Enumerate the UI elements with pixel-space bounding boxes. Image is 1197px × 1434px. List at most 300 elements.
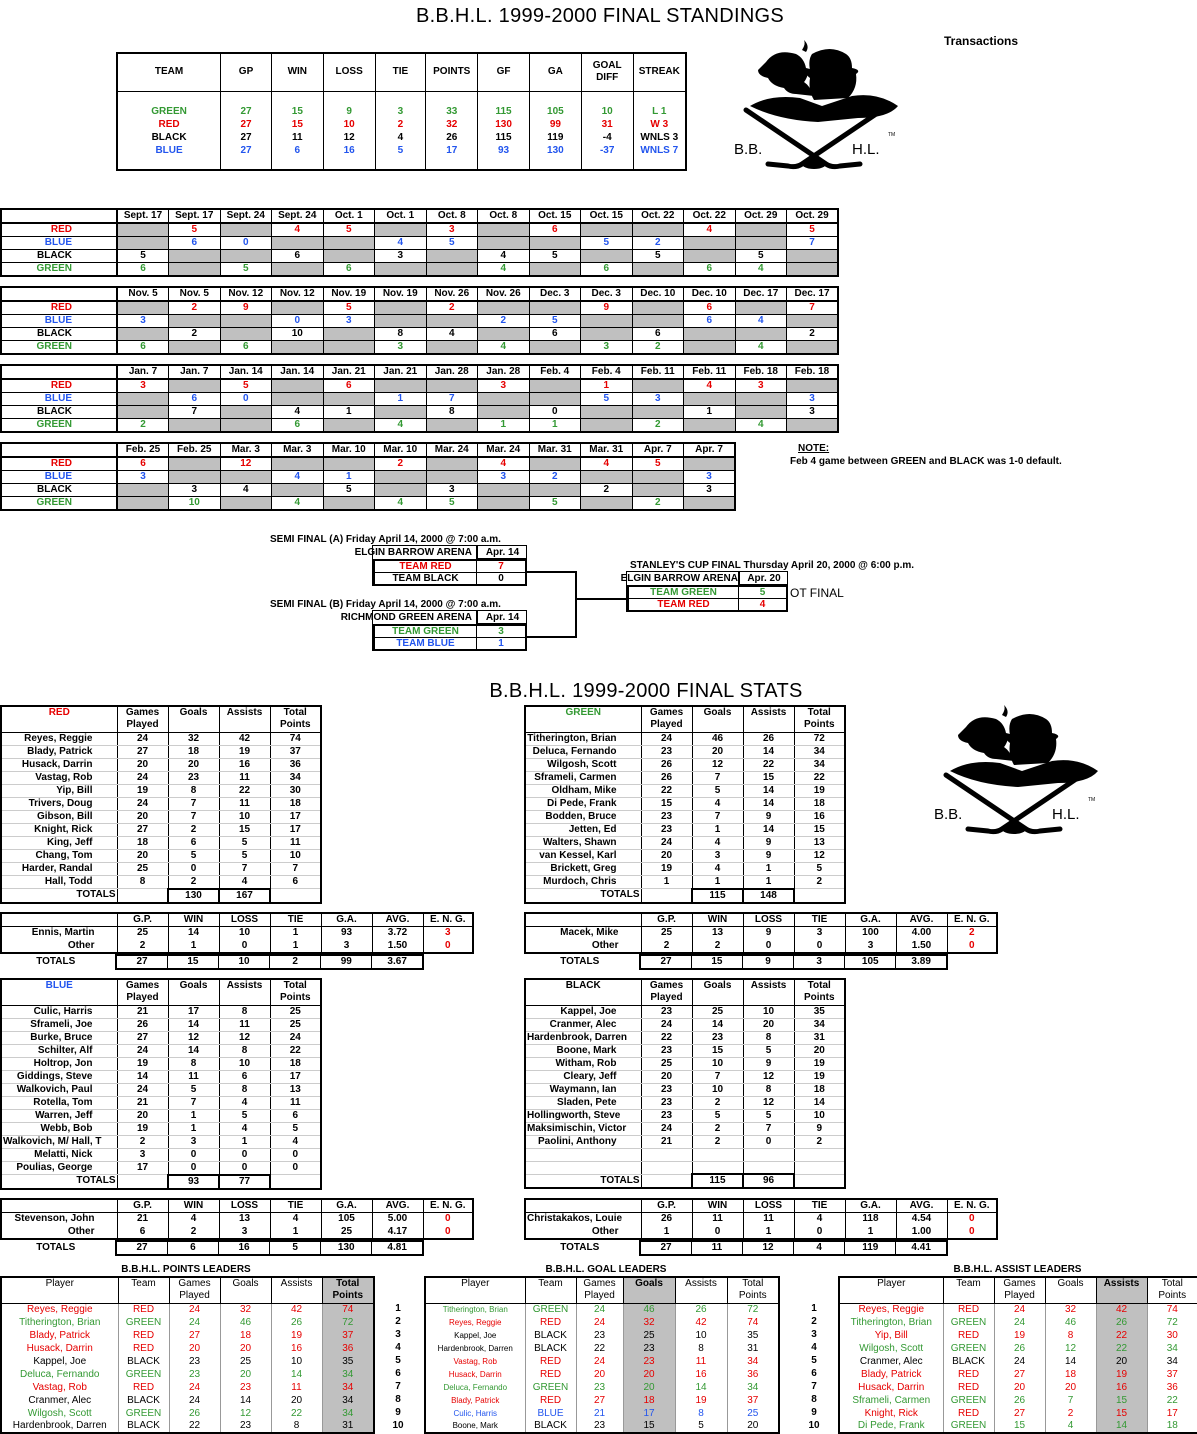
standings-cell: 33 — [426, 105, 478, 118]
schedule-score — [220, 315, 272, 328]
rank-number: 10 — [808, 1420, 820, 1431]
player-name: Deluca, Fernando — [525, 745, 641, 758]
leader-stat: 24 — [576, 1355, 623, 1368]
final-box — [626, 571, 788, 612]
leader-stat: BLACK — [118, 1394, 169, 1407]
player-name: Webb, Bob — [1, 1122, 117, 1135]
leader-stat: 74 — [322, 1303, 374, 1316]
leader-stat: 12 — [1045, 1342, 1096, 1355]
logo-tm: TM — [1088, 797, 1096, 803]
spacer — [323, 157, 375, 169]
schedule-date: Jan. 14 — [272, 365, 324, 379]
rank-number: 4 — [395, 1342, 401, 1353]
schedule-date: Dec. 10 — [684, 287, 736, 301]
player-stat: 36 — [270, 758, 321, 771]
player-stat: 10 — [692, 1083, 743, 1096]
standings-cell: 2 — [375, 118, 426, 131]
player-stat: 15 — [692, 1044, 743, 1057]
schedule-score: 4 — [375, 497, 427, 511]
player-name: Hollingworth, Steve — [525, 1109, 641, 1122]
player-stat: 8 — [743, 1031, 794, 1044]
player-stat: 9 — [743, 1057, 794, 1070]
black-skater-stats — [524, 978, 846, 1189]
goalie-stat: 4.00 — [896, 927, 947, 940]
leader-stat: 26 — [1096, 1316, 1147, 1329]
standings-cell: 27 — [221, 118, 272, 131]
schedule-score — [323, 393, 375, 406]
schedule-score — [735, 301, 787, 315]
leader-stat: 25 — [220, 1355, 271, 1368]
stat-header: Assists — [219, 979, 270, 1005]
player-stat: 7 — [692, 810, 743, 823]
spacer — [529, 157, 581, 169]
semi-b-title: SEMI FINAL (B) Friday April 14, 2000 @ 7:00 a.m. — [270, 599, 501, 610]
player-stat — [743, 1148, 794, 1161]
red-skater-stats — [0, 705, 322, 904]
player-stat: 23 — [641, 1044, 692, 1057]
player-stat — [641, 1161, 692, 1174]
goalie-total: 15 — [691, 955, 742, 969]
player-stat: 20 — [117, 810, 168, 823]
leader-stat: 72 — [322, 1316, 374, 1329]
schedule-grid-2 — [0, 286, 839, 355]
leader-stat: 24 — [169, 1316, 220, 1329]
standings-cell: 10 — [323, 118, 375, 131]
standings-cell: 32 — [426, 118, 478, 131]
schedule-score — [478, 301, 530, 315]
player-name: Witham, Rob — [525, 1057, 641, 1070]
goalie-stat: 93 — [321, 927, 372, 940]
player-stat: 0 — [168, 1161, 219, 1175]
player-stat: 22 — [270, 1044, 321, 1057]
leader-stat: GREEN — [943, 1342, 994, 1355]
schedule-score — [735, 328, 787, 341]
schedule-score: 6 — [117, 457, 169, 471]
team-name: GREEN — [525, 706, 641, 732]
leader-stat: GREEN — [525, 1303, 576, 1316]
schedule-score: 6 — [323, 263, 375, 277]
leader-name: Cranmer, Alec — [1, 1394, 118, 1407]
player-name: Trivers, Doug — [1, 797, 117, 810]
leader-stat: 20 — [623, 1381, 675, 1394]
leader-stat: 35 — [727, 1329, 779, 1342]
goalie-total: 99 — [321, 955, 372, 969]
schedule-score — [632, 223, 684, 237]
player-stat: 20 — [168, 758, 219, 771]
goalie-stat: 1 — [743, 1226, 794, 1239]
schedule-score: 6 — [684, 263, 736, 277]
player-stat: 2 — [794, 1135, 845, 1148]
player-stat: 1 — [168, 1122, 219, 1135]
leader-stat: GREEN — [118, 1368, 169, 1381]
leader-stat: 20 — [623, 1368, 675, 1381]
schedule-date: Nov. 26 — [426, 287, 478, 301]
leader-stat: GREEN — [118, 1316, 169, 1329]
goalie-stat: 3 — [423, 927, 473, 940]
schedule-score: 3 — [323, 315, 375, 328]
goalie-header: AVG. — [896, 913, 947, 927]
note-title: NOTE: — [798, 443, 830, 454]
assist-leaders-table — [838, 1276, 1197, 1434]
leader-name: Blady, Patrick — [425, 1394, 525, 1407]
leader-name: Titherington, Brian — [425, 1303, 525, 1316]
rank-number: 2 — [395, 1316, 401, 1327]
schedule-date: Feb. 25 — [169, 443, 221, 457]
goalie-name: Macek, Mike — [525, 927, 641, 940]
spacer — [426, 157, 478, 169]
schedule-score: 6 — [323, 379, 375, 393]
player-stat: 2 — [692, 1096, 743, 1109]
player-stat: 23 — [641, 1096, 692, 1109]
leader-stat: 20 — [220, 1368, 271, 1381]
schedule-score — [478, 406, 530, 419]
player-stat: 18 — [117, 836, 168, 849]
stat-header: Games Played — [117, 979, 168, 1005]
leader-name: Sframeli, Carmen — [839, 1394, 943, 1407]
rank-number: 9 — [395, 1407, 401, 1418]
player-stat: 20 — [117, 849, 168, 862]
player-stat: 32 — [168, 732, 219, 745]
schedule-score — [169, 379, 221, 393]
leader-stat: 72 — [1147, 1316, 1197, 1329]
player-stat: 23 — [641, 1083, 692, 1096]
schedule-score: 4 — [581, 457, 633, 471]
schedule-score: 2 — [529, 471, 581, 484]
leader-name: Kappel, Joe — [1, 1355, 118, 1368]
player-name: Oldham, Mike — [525, 784, 641, 797]
leader-name: Reyes, Reggie — [839, 1303, 943, 1316]
player-stat: 8 — [219, 1044, 270, 1057]
goalie-header: G.P. — [117, 1199, 168, 1213]
schedule-score: 3 — [117, 471, 169, 484]
leader-stat: 18 — [1045, 1368, 1096, 1381]
schedule-score: 0 — [272, 315, 324, 328]
goalie-total: 27 — [640, 955, 691, 969]
player-stat: 0 — [168, 862, 219, 875]
goalie-stat: 26 — [641, 1213, 692, 1226]
player-stat: 10 — [219, 1057, 270, 1070]
leader-stat: 14 — [1096, 1420, 1147, 1433]
leader-stat: 30 — [1147, 1329, 1197, 1342]
leader-stat: 21 — [576, 1407, 623, 1420]
standings-header: GOAL DIFF — [581, 54, 633, 91]
goalie-stat: 1.00 — [896, 1226, 947, 1239]
leader-stat: 34 — [322, 1394, 374, 1407]
player-stat: 24 — [641, 836, 692, 849]
player-name: Sframeli, Carmen — [525, 771, 641, 784]
leader-stat: 8 — [1045, 1329, 1096, 1342]
spacer — [641, 1174, 692, 1188]
spacer — [118, 91, 221, 105]
schedule-score — [169, 263, 221, 277]
bracket-score: 1 — [498, 638, 504, 649]
final-arena: ELGIN BARROW ARENA — [620, 573, 738, 584]
standings-cell: L 1 — [633, 105, 685, 118]
leader-stat: 34 — [322, 1407, 374, 1420]
leaders-header: Player — [1, 1277, 118, 1303]
goalie-stat: 2 — [168, 1226, 219, 1239]
leader-stat: 26 — [169, 1407, 220, 1420]
leader-stat: RED — [525, 1368, 576, 1381]
schedule-score — [117, 301, 169, 315]
goalie-total: 105 — [845, 955, 896, 969]
player-stat: 8 — [117, 875, 168, 889]
goalie-name: Other — [525, 940, 641, 953]
leader-stat: 22 — [576, 1342, 623, 1355]
schedule-score — [220, 406, 272, 419]
schedule-score: 10 — [272, 328, 324, 341]
player-stat: 31 — [794, 1031, 845, 1044]
player-stat: 5 — [743, 1109, 794, 1122]
player-stat: 17 — [168, 1005, 219, 1018]
standings-header: GF — [478, 54, 530, 91]
player-stat: 11 — [270, 836, 321, 849]
leaders-header: Assists — [1096, 1277, 1147, 1303]
goalie-total: 2 — [270, 955, 321, 969]
schedule-date: Feb. 4 — [581, 365, 633, 379]
schedule-score — [426, 315, 478, 328]
schedule-score — [117, 484, 169, 497]
schedule-date: Oct. 29 — [735, 209, 787, 223]
player-name: Burke, Bruce — [1, 1031, 117, 1044]
player-stat: 5 — [692, 784, 743, 797]
leader-stat: 24 — [576, 1316, 623, 1329]
player-stat: 4 — [692, 836, 743, 849]
player-stat: 37 — [270, 745, 321, 758]
player-stat: 22 — [641, 784, 692, 797]
leader-stat: 34 — [322, 1381, 374, 1394]
leader-stat: 12 — [220, 1407, 271, 1420]
schedule-score: 0 — [220, 393, 272, 406]
totals-value: 115 — [692, 1174, 743, 1188]
green-goalie-stats — [524, 912, 998, 970]
player-name: Gibson, Bill — [1, 810, 117, 823]
goalie-header: LOSS — [219, 913, 270, 927]
player-stat: 14 — [743, 797, 794, 810]
schedule-score: 5 — [735, 250, 787, 263]
team-name: BLACK — [525, 979, 641, 1005]
schedule-date: Jan. 21 — [375, 365, 427, 379]
goalie-stat: 25 — [117, 927, 168, 940]
logo-left-text: B.B. — [934, 806, 963, 823]
schedule-date: Mar. 10 — [375, 443, 427, 457]
leader-stat: 22 — [1096, 1329, 1147, 1342]
schedule-score: 4 — [478, 263, 530, 277]
schedule-date: Apr. 7 — [684, 443, 736, 457]
schedule-date: Mar. 24 — [426, 443, 478, 457]
schedule-score: 5 — [169, 223, 221, 237]
leader-name: Husack, Darrin — [1, 1342, 118, 1355]
schedule-team-red: RED — [1, 457, 117, 471]
goalie-stat: 4 — [270, 1213, 321, 1226]
bbhl-logo-2 — [926, 705, 1102, 843]
schedule-score — [117, 237, 169, 250]
schedule-score — [529, 393, 581, 406]
schedule-score: 3 — [426, 223, 478, 237]
goalie-header: WIN — [168, 913, 219, 927]
rank-number: 8 — [811, 1394, 817, 1405]
player-stat: 6 — [219, 1070, 270, 1083]
player-stat: 14 — [794, 1096, 845, 1109]
player-stat: 72 — [794, 732, 845, 745]
schedule-score — [375, 471, 427, 484]
leaders-header: Goals — [623, 1277, 675, 1303]
team-name: RED — [1, 706, 117, 732]
bbhl-logo — [726, 40, 902, 178]
leader-stat: 74 — [727, 1316, 779, 1329]
schedule-score — [581, 471, 633, 484]
schedule-score — [787, 379, 839, 393]
schedule-date: Oct. 22 — [684, 209, 736, 223]
goalie-stat: 0 — [219, 940, 270, 953]
schedule-score — [632, 301, 684, 315]
player-name: Paolini, Anthony — [525, 1135, 641, 1148]
standings-cell: -4 — [581, 131, 633, 144]
player-stat: 19 — [794, 784, 845, 797]
player-stat: 22 — [641, 1031, 692, 1044]
leader-stat: 25 — [623, 1329, 675, 1342]
player-name: Giddings, Steve — [1, 1070, 117, 1083]
player-stat: 19 — [794, 1070, 845, 1083]
schedule-score: 3 — [117, 315, 169, 328]
schedule-team-red: RED — [1, 379, 117, 393]
schedule-score — [272, 301, 324, 315]
blue-goalie-stats — [0, 1198, 474, 1256]
goalie-total: 12 — [742, 1241, 793, 1255]
goalie-total: 119 — [845, 1241, 896, 1255]
schedule-score: 2 — [169, 328, 221, 341]
player-stat: 23 — [641, 1005, 692, 1018]
leader-stat: 20 — [994, 1381, 1045, 1394]
leaders-header: Total Points — [1147, 1277, 1197, 1303]
leader-stat: 46 — [623, 1303, 675, 1316]
leader-stat: 11 — [675, 1355, 727, 1368]
schedule-score: 6 — [684, 301, 736, 315]
schedule-score — [117, 223, 169, 237]
schedule-score — [272, 484, 324, 497]
player-stat: 14 — [743, 823, 794, 836]
schedule-score — [735, 237, 787, 250]
standings-cell: WNLS 3 — [633, 131, 685, 144]
note-text: Feb 4 game between GREEN and BLACK was 1-0 default. — [790, 456, 1062, 467]
leader-stat: 15 — [1096, 1394, 1147, 1407]
player-stat: 15 — [219, 823, 270, 836]
goalie-header: WIN — [692, 913, 743, 927]
player-name: Sladen, Pete — [525, 1096, 641, 1109]
player-stat: 18 — [270, 797, 321, 810]
standings-cell: 115 — [478, 105, 530, 118]
player-stat: 20 — [692, 745, 743, 758]
standings-cell: 27 — [221, 144, 272, 157]
leader-stat: 26 — [994, 1342, 1045, 1355]
player-stat: 8 — [219, 1005, 270, 1018]
leader-stat: 11 — [271, 1381, 322, 1394]
standings-header: POINTS — [426, 54, 478, 91]
player-name: Schilter, Alf — [1, 1044, 117, 1057]
schedule-score: 6 — [684, 315, 736, 328]
leader-stat: 36 — [322, 1342, 374, 1355]
schedule-score: 0 — [529, 406, 581, 419]
player-stat: 14 — [743, 784, 794, 797]
goalie-stat: 14 — [168, 927, 219, 940]
leader-name: Wilgosh, Scott — [1, 1407, 118, 1420]
schedule-score — [478, 497, 530, 511]
leader-stat: 31 — [322, 1420, 374, 1433]
goalie-header: G.A. — [321, 1199, 372, 1213]
bracket-team: TEAM BLUE — [375, 638, 477, 649]
bracket-team: TEAM BLACK — [375, 573, 477, 584]
schedule-date: Sept. 24 — [220, 209, 272, 223]
leader-name: Blady, Patrick — [839, 1368, 943, 1381]
rank-number: 10 — [392, 1420, 404, 1431]
player-name: Knight, Rick — [1, 823, 117, 836]
standings-cell: 119 — [529, 131, 581, 144]
leader-stat: 34 — [727, 1355, 779, 1368]
leader-stat: 37 — [727, 1394, 779, 1407]
player-stat: 11 — [168, 1070, 219, 1083]
leaders-header: Team — [525, 1277, 576, 1303]
schedule-score — [787, 250, 839, 263]
player-stat: 11 — [219, 771, 270, 784]
schedule-score: 7 — [787, 237, 839, 250]
player-stat: 15 — [743, 771, 794, 784]
schedule-score: 4 — [375, 419, 427, 433]
schedule-date: Jan. 28 — [478, 365, 530, 379]
standings-header: TIE — [375, 54, 426, 91]
player-stat: 42 — [219, 732, 270, 745]
leader-stat: 72 — [727, 1303, 779, 1316]
goalie-total: 3.67 — [372, 955, 423, 969]
goalie-stat: 1.50 — [896, 940, 947, 953]
bracket-score: 0 — [498, 573, 504, 584]
leader-stat: 14 — [220, 1394, 271, 1407]
schedule-score — [581, 419, 633, 433]
leader-stat: 22 — [169, 1420, 220, 1433]
schedule-score: 8 — [375, 328, 427, 341]
rank-number: 3 — [395, 1329, 401, 1340]
schedule-score: 3 — [117, 379, 169, 393]
leader-stat: 34 — [1147, 1342, 1197, 1355]
schedule-score: 2 — [632, 497, 684, 511]
standings-cell: 130 — [529, 144, 581, 157]
schedule-score: 1 — [323, 406, 375, 419]
stat-header: Goals — [692, 979, 743, 1005]
player-name: Hall, Todd — [1, 875, 117, 889]
leader-stat: 2 — [1045, 1407, 1096, 1420]
player-name: Cranmer, Alec — [525, 1018, 641, 1031]
leader-stat: 14 — [271, 1368, 322, 1381]
player-stat: 5 — [743, 1044, 794, 1057]
leader-stat: 23 — [169, 1355, 220, 1368]
standings-cell: 27 — [221, 131, 272, 144]
rank-number: 4 — [811, 1342, 817, 1353]
schedule-score: 8 — [426, 406, 478, 419]
semi-a-title: SEMI FINAL (A) Friday April 14, 2000 @ 7:00 a.m. — [270, 534, 501, 545]
leader-stat: 23 — [576, 1329, 623, 1342]
schedule-score: 3 — [632, 393, 684, 406]
schedule-score — [529, 237, 581, 250]
schedule-score: 3 — [684, 471, 736, 484]
schedule-score — [169, 471, 221, 484]
player-stat: 34 — [794, 1018, 845, 1031]
player-stat: 7 — [219, 862, 270, 875]
leader-name: Boone, Mark — [425, 1420, 525, 1433]
player-stat: 26 — [743, 732, 794, 745]
transactions-link[interactable]: Transactions — [944, 34, 1019, 48]
goalie-header: G.P. — [117, 913, 168, 927]
schedule-score: 5 — [529, 315, 581, 328]
goalie-stat: 0 — [423, 1226, 473, 1239]
